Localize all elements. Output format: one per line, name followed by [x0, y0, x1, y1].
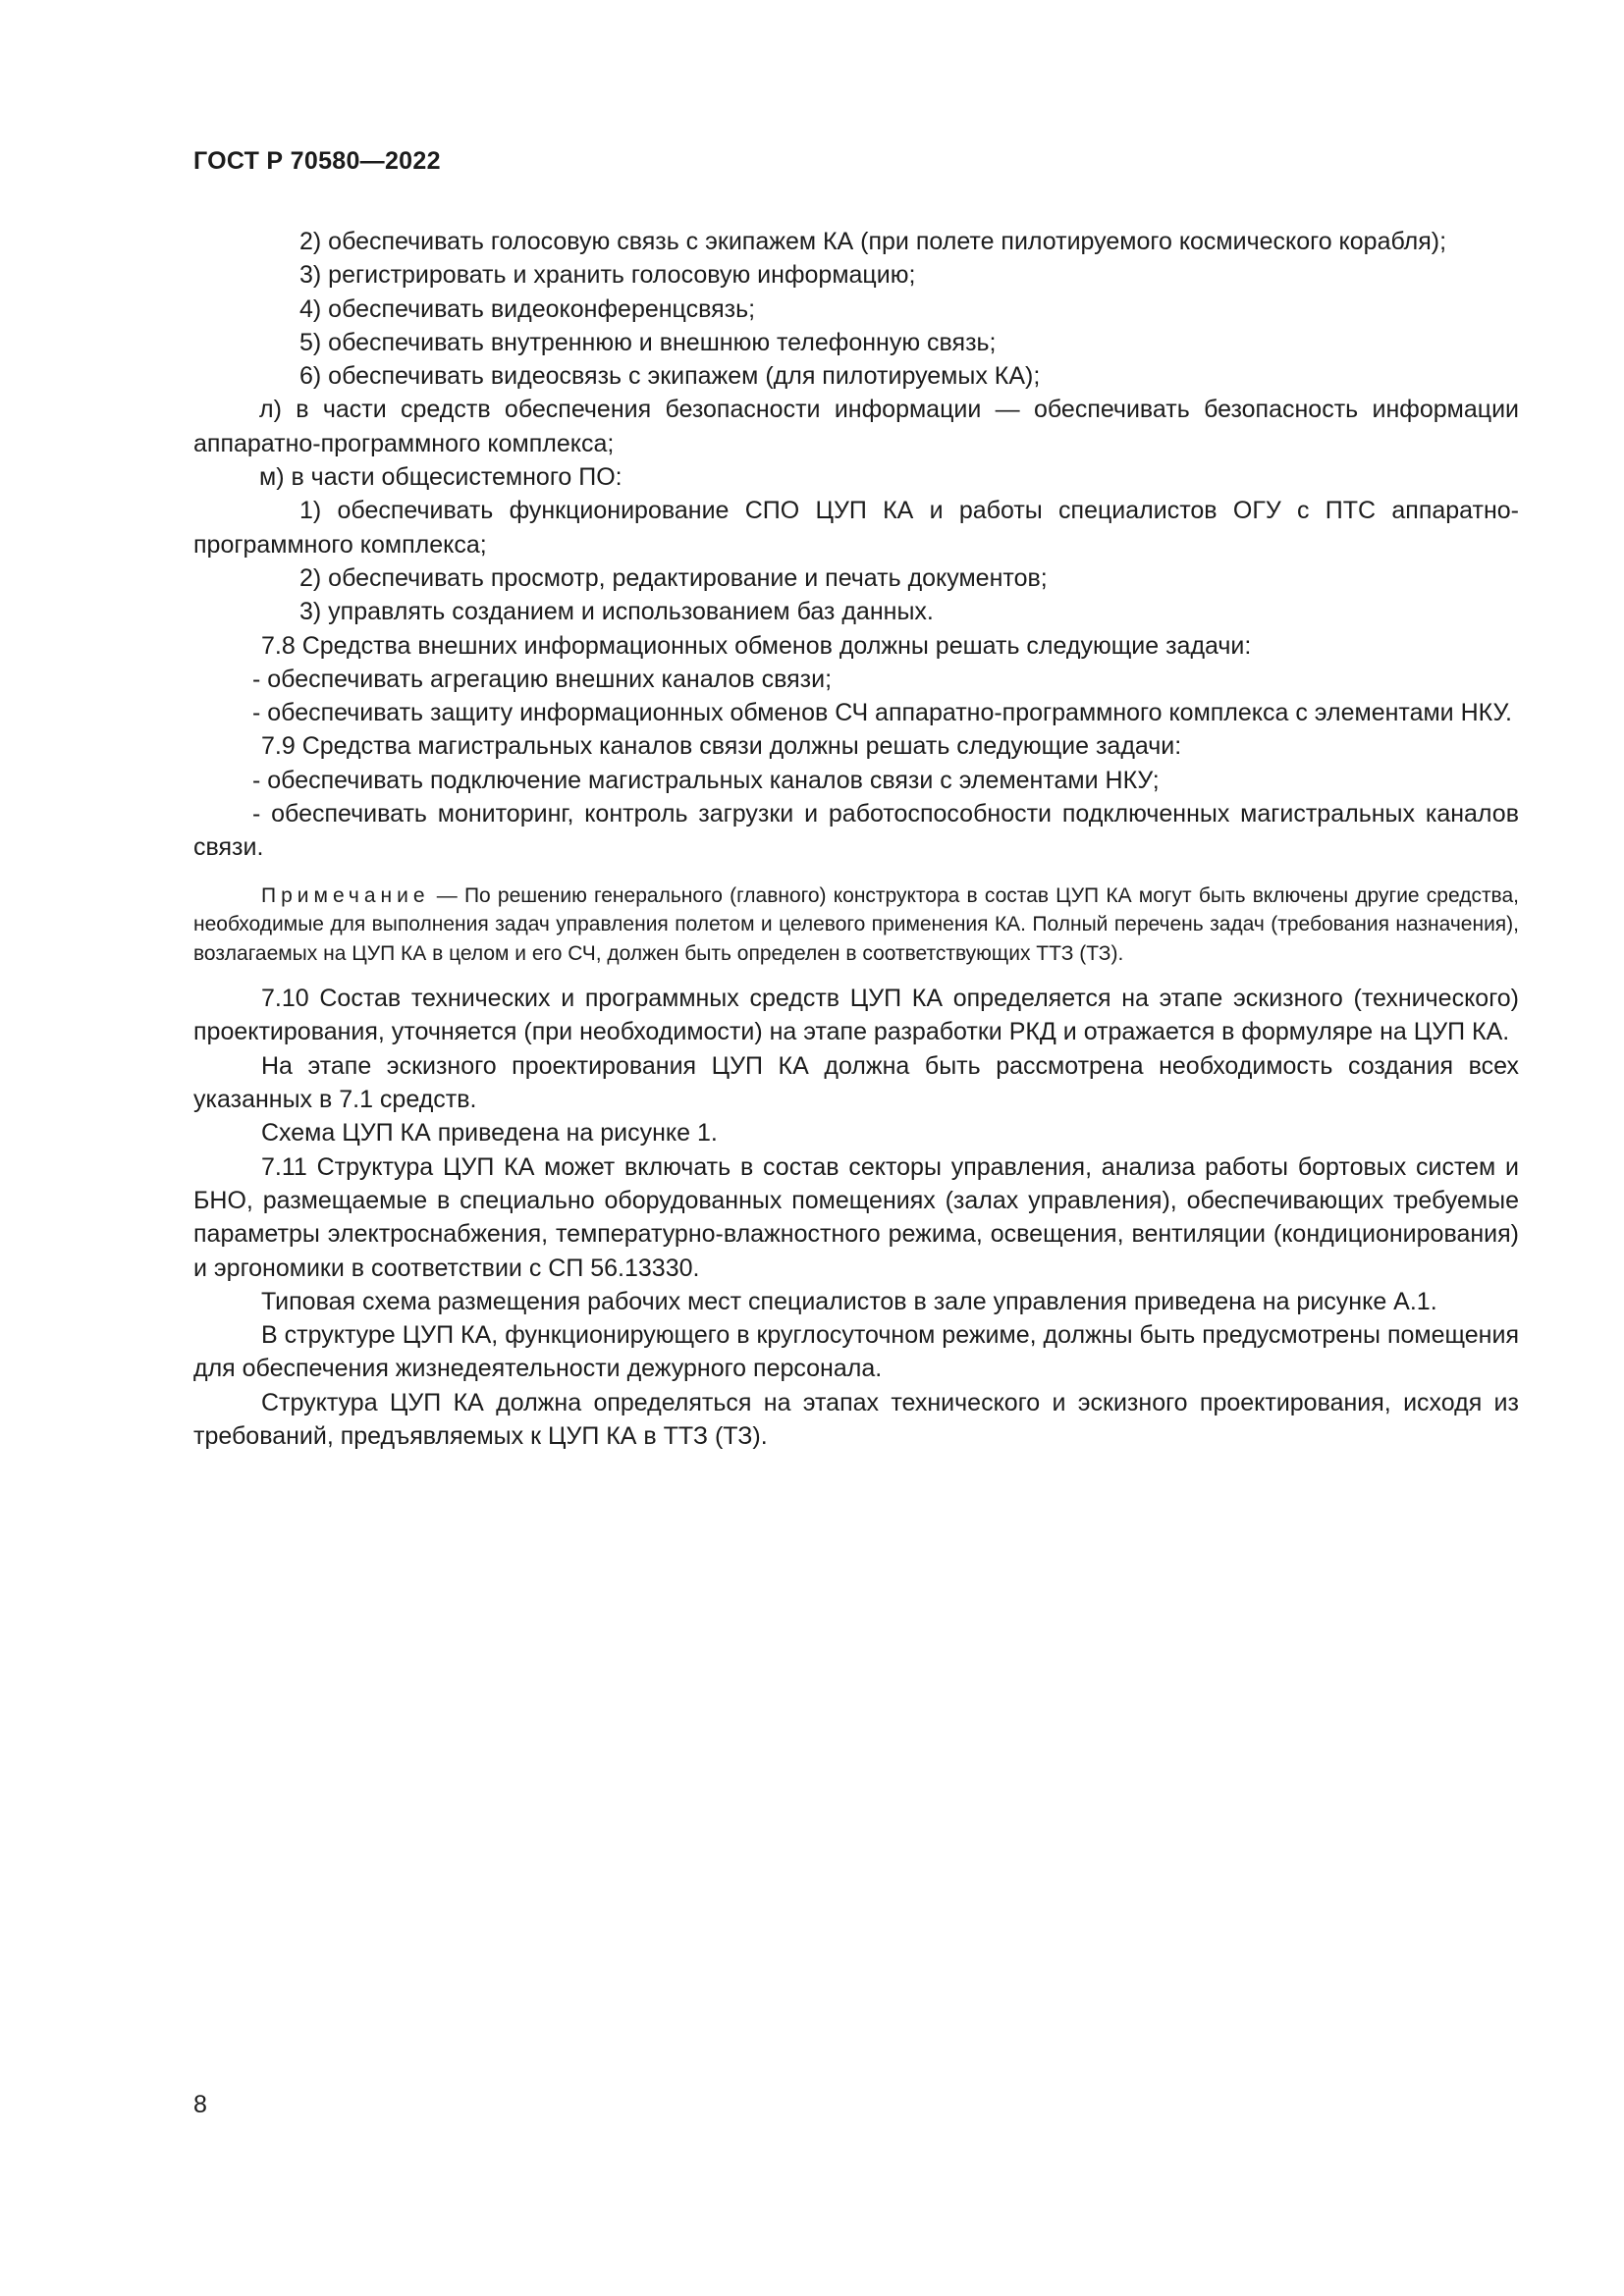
clause-7-11: 7.11 Структура ЦУП КА может включать в состав секторы управления, анализа работы бортовых систем и БНО, размещаемые в специально оборудованных помещениях (залах управления), обеспечивающих требуемые параметры электроснабжения, температурно-влажностного режима, освещения, вентиляции (кондиционирования) и эргономики в соответствии с СП 56.13330. — [193, 1152, 1519, 1282]
paragraph: Типовая схема размещения рабочих мест специалистов в зале управления приведена на рисунке А.1. — [261, 1287, 1437, 1315]
list-item: 2) обеспечивать голосовую связь с экипажем КА (при полете пилотируемого космического корабля); — [299, 228, 1447, 255]
list-item: - обеспечивать агрегацию внешних каналов связи; — [252, 665, 833, 693]
paragraph: На этапе эскизного проектирования ЦУП КА должна быть рассмотрена необходимость создания всех указанных в 7.1 средств. — [193, 1051, 1519, 1114]
list-item: 4) обеспечивать видеоконференцсвязь; — [299, 294, 756, 323]
list-item: 2) обеспечивать просмотр, редактирование и печать документов; — [299, 563, 1048, 592]
document-body — [193, 225, 1519, 1453]
note-block — [193, 881, 1519, 969]
list-item: - обеспечивать подключение магистральных каналов связи с элементами НКУ; — [252, 766, 1160, 794]
document-header: ГОСТ Р 70580—2022 — [193, 147, 441, 175]
list-item: 6) обеспечивать видеосвязь с экипажем (для пилотируемых КА); — [299, 362, 1041, 391]
paragraph: Структура ЦУП КА должна определяться на этапах технического и эскизного проектирования, исходя из требований, предъявляемых к ЦУП КА в ТТЗ (ТЗ). — [193, 1388, 1519, 1450]
clause-7-9: 7.9 Средства магистральных каналов связи должны решать следующие задачи: — [261, 732, 1182, 761]
list-item: м) в части общесистемного ПО: — [259, 463, 623, 492]
clause-7-10: 7.10 Состав технических и программных средств ЦУП КА определяется на этапе эскизного (технического) проектирования, уточняется (при необходимости) на этапе разработки РКД и отражается в формуляре на ЦУП КА. — [193, 985, 1519, 1046]
note-text: — По решению генерального (главного) конструктора в состав ЦУП КА могут быть включены другие средства, необходимые для выполнения задач управления полетом и целевого применения КА. Полный перечень задач (требования назначения), возлагаемых на ЦУП КА в целом и его СЧ, должен быть определен в соответствующих ТТЗ (ТЗ). — [193, 883, 1519, 965]
clause-7-8: 7.8 Средства внешних информационных обменов должны решать следующие задачи: — [261, 631, 1252, 660]
page-number: 8 — [193, 2091, 207, 2118]
paragraph: Схема ЦУП КА приведена на рисунке 1. — [261, 1119, 718, 1148]
list-item: 1) обеспечивать функционирование СПО ЦУП КА и работы специалистов ОГУ с ПТС аппаратно-программного комплекса; — [193, 497, 1519, 559]
note-label: Примечание — [261, 883, 430, 907]
list-item: 3) регистрировать и хранить голосовую информацию; — [299, 261, 916, 290]
list-item: 5) обеспечивать внутреннюю и внешнюю телефонную связь; — [299, 328, 997, 356]
list-item: - обеспечивать мониторинг, контроль загрузки и работоспособности подключенных магистральных каналов связи. — [193, 800, 1519, 862]
list-item: - обеспечивать защиту информационных обменов СЧ аппаратно-программного комплекса с элементами НКУ. — [252, 699, 1512, 727]
list-item: 3) управлять созданием и использованием баз данных. — [299, 598, 934, 626]
list-item: л) в части средств обеспечения безопасности информации — обеспечивать безопасность информации аппаратно-программного комплекса; — [193, 396, 1519, 457]
paragraph: В структуре ЦУП КА, функционирующего в круглосуточном режиме, должны быть предусмотрены помещения для обеспечения жизнедеятельности дежурного персонала. — [193, 1321, 1519, 1383]
